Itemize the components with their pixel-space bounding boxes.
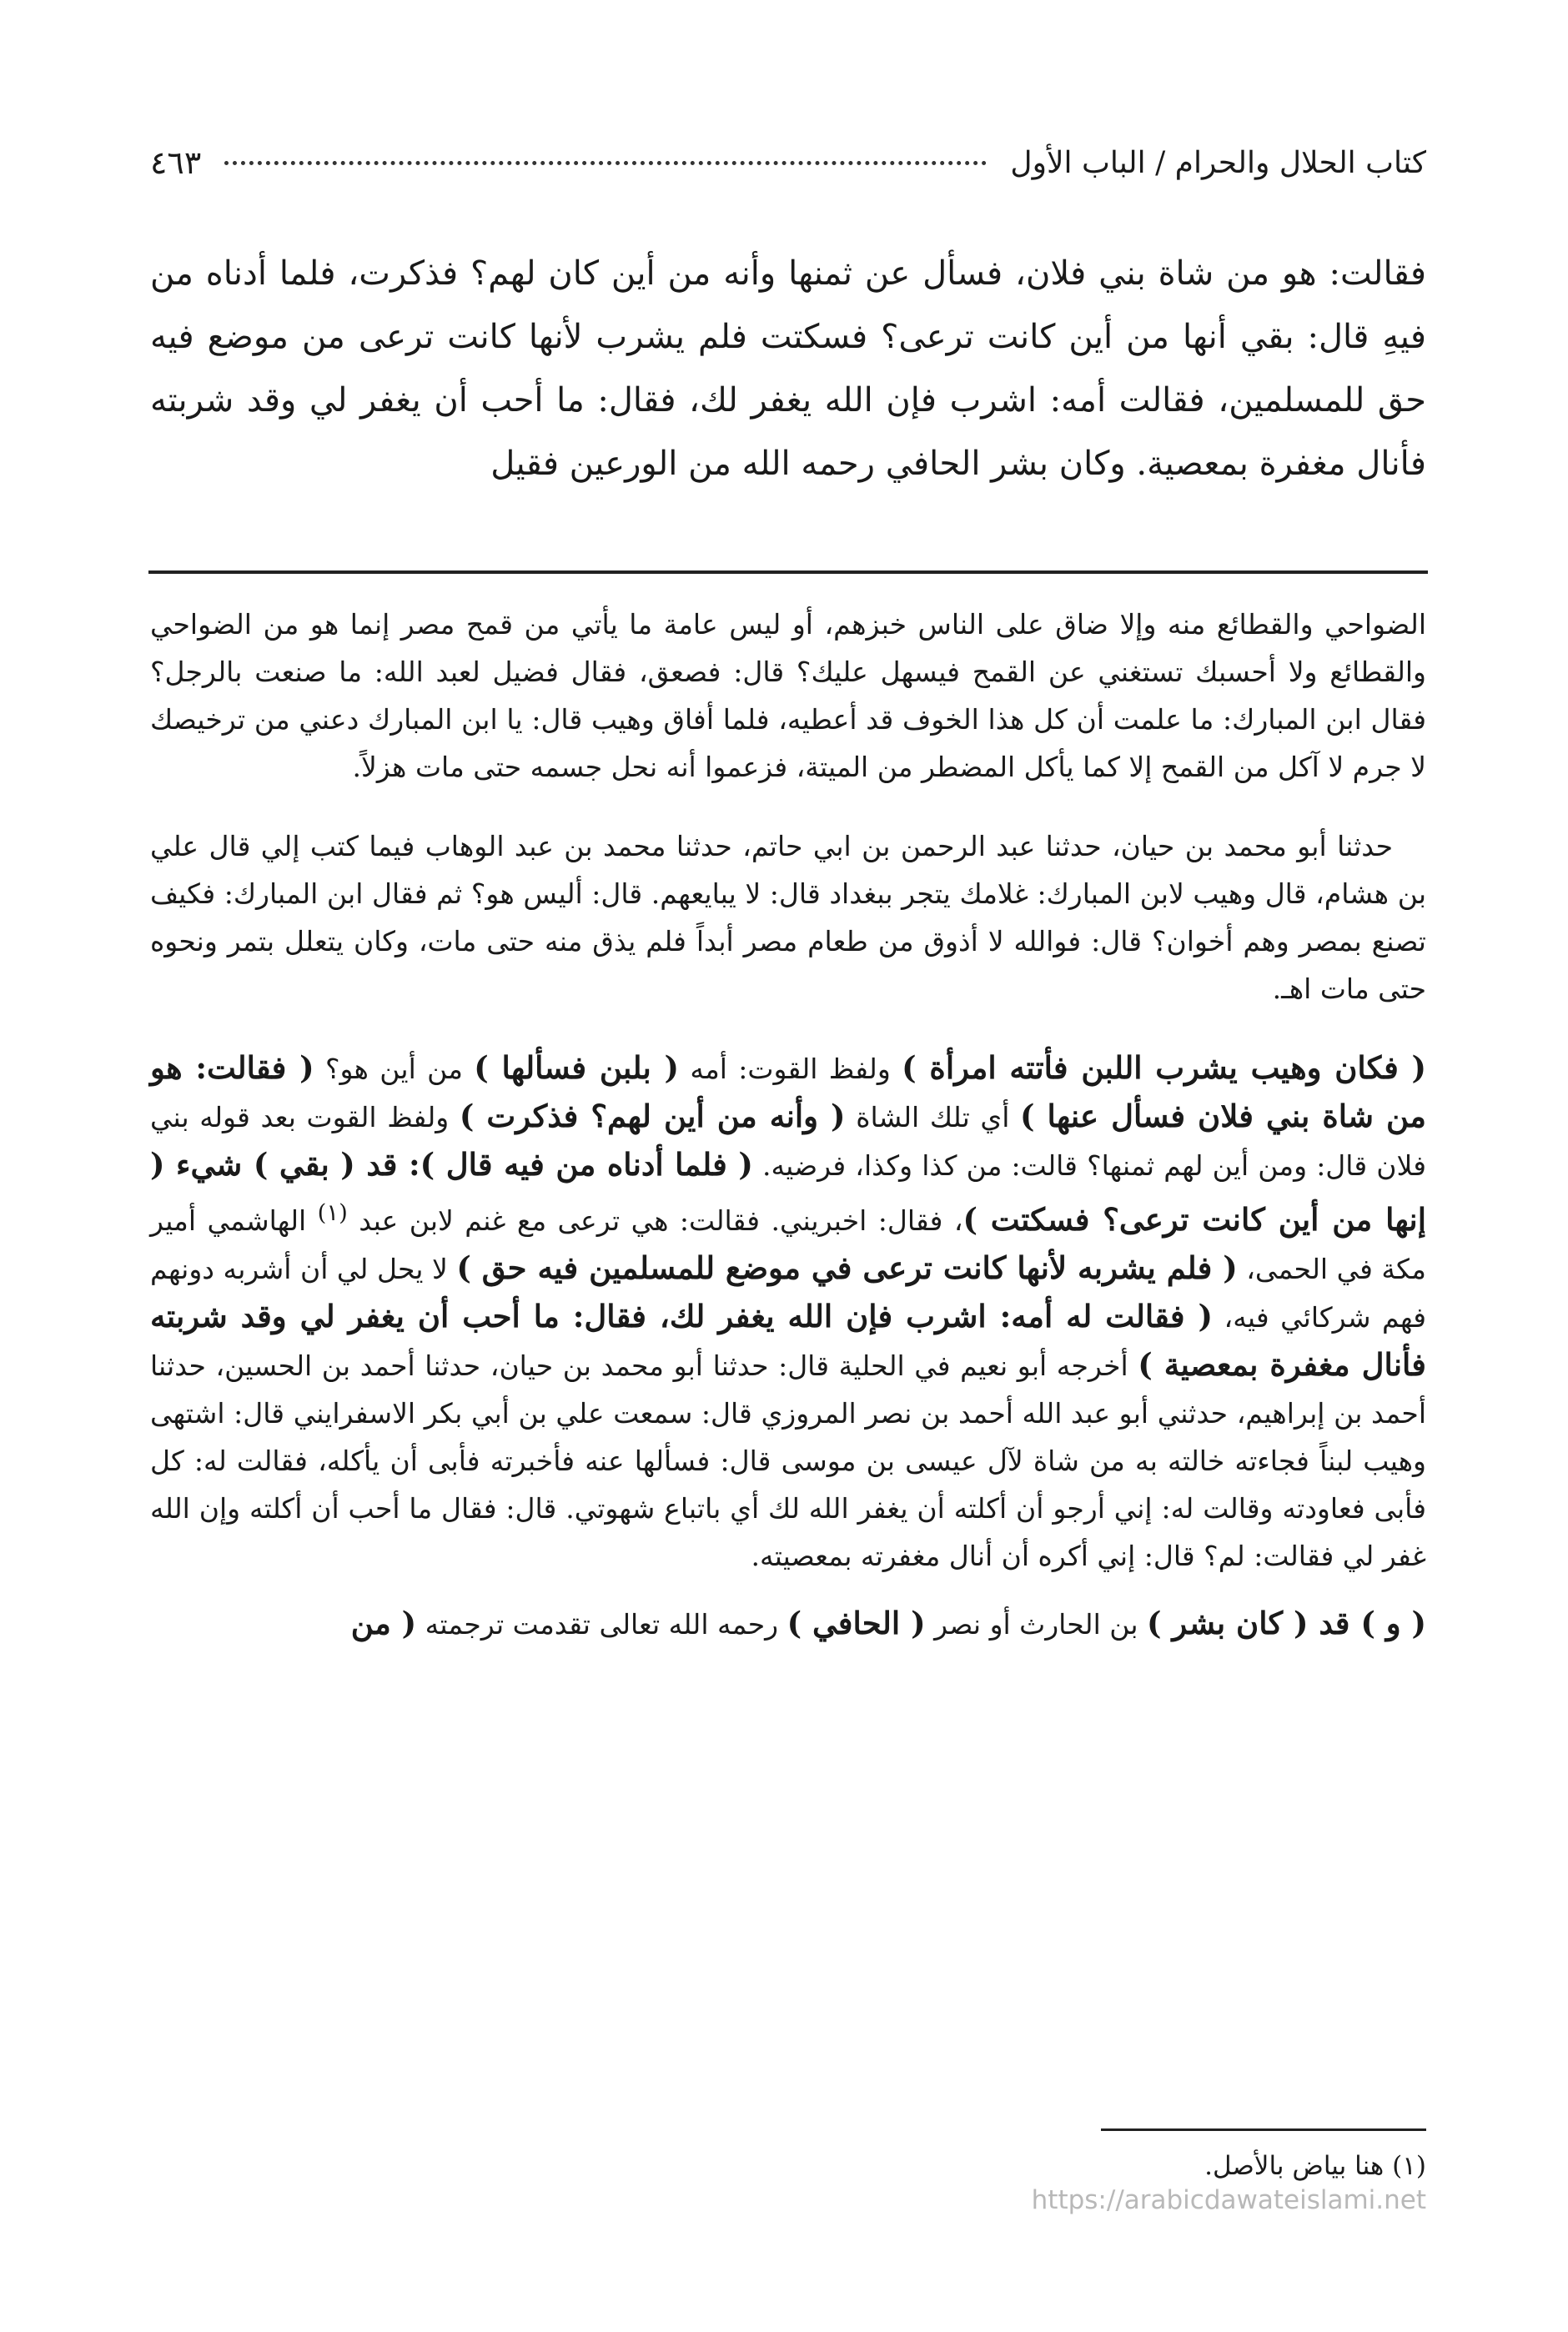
sharh-text: رحمه الله تعالى تقدمت ترجمته — [416, 1608, 787, 1641]
sharh-text: ولفظ القوت: أمه — [679, 1053, 902, 1085]
quoted-matn: ( من — [350, 1605, 417, 1641]
quoted-matn: ( وأنه من أين لهم؟ فذكرت ) — [459, 1098, 846, 1134]
quoted-matn: ( فقالت: هو من شاة بني فلان فسأل عنها ) — [150, 1049, 1426, 1134]
sharh-text: أخرجه أبو نعيم في الحلية قال: حدثنا أبو محمد بن حيان، حدثنا أحمد بن الحسين، حدثنا أحمد بن إبراهيم، حدثني أبو عبد الله أحمد بن نصر المروزي قال: سمعت علي بن أبي بكر الاسفرايني قال: اشتهى وهيب لبناً فجاءته خالته به من شاة لآل عيسى بن موسى قال: فسألها عنه فأخبرته فأبى أن يأكله، فقالت له: كل فأبى فعاودته وقالت له: إني أرجو أن أكلته أن يغفر الله لك أي باتباع شهوتي. قال: فقال ما أحب أن أكلته وإن الله غفر لي فقالت: لم؟ قال: إني أكره أن أنال مغفرته بمعصيته. — [150, 1349, 1426, 1572]
sharh-text: من أين هو؟ — [314, 1053, 475, 1085]
sharh-text: ولفظ القوت بعد قوله بني فلان قال: ومن أين لهم ثمنها؟ قالت: من كذا وكذا، فرضيه. — [150, 1101, 1426, 1182]
footnote-divider — [1101, 2128, 1426, 2131]
matn-text: فقالت: هو من شاة بني فلان، فسأل عن ثمنها وأنه من أين كان لهم؟ فذكرت، فلما أدناه من فيهِ قال: بقي أنها من أين كانت ترعى؟ فسكتت فلم يشرب لأنها كانت ترعى من موضع فيه حق للمسلمين، فقالت أمه: اشرب فإن الله يغفر لك، فقال: ما أحب أن يغفر لي وقد شربته فأنال مغفرة بمعصية. وكان بشر الحافي رحمه الله من الورعين فقيل — [150, 254, 1426, 483]
commentary-paragraph-2: حدثنا أبو محمد بن حيان، حدثنا عبد الرحمن بن ابي حاتم، حدثنا محمد بن عبد الوهاب فيما كتب إلي قال علي بن هشام، قال وهيب لابن المبارك: غلامك يتجر ببغداد قال: لا يبايعهم. قال: أليس هو؟ ثم فقال ابن المبارك: فكيف تصنع بمصر وهم أخوان؟ قال: فوالله لا أذوق من طعام مصر أبداً فلم يذق منه حتى مات، وكان يتعلل بتمر ونحوه حتى مات اهـ. — [150, 830, 1426, 1005]
section-divider — [148, 570, 1428, 574]
sharh-text: بن الحارث أو نصر — [925, 1608, 1148, 1641]
footnote: (١) هنا بياض بالأصل. — [1204, 2151, 1426, 2181]
running-title: كتاب الحلال والحرام / الباب الأول — [1010, 145, 1426, 180]
commentary-paragraph-1: الضواحي والقطائع منه وإلا ضاق على الناس خبزهم، أو ليس عامة ما يأتي من قمح مصر إنما هو من الضواحي والقطائع ولا أحسبك تستغني عن القمح فيسهل عليك؟ قال: فصعق، فقال فضيل لعبد الله: ما صنعت بالرجل؟ فقال ابن المبارك: ما علمت أن كل هذا الخوف قد أعطيه، فلما أفاق وهيب قال: يا ابن المبارك دعني من ترخيصك لا جرم لا آكل من القمح إلا كما يأكل المضطر من الميتة، فزعموا أنه نحل جسمه حتى مات هزلاً. — [150, 608, 1426, 783]
sharh-text: لا يحل لي أن أشربه دونهم فهم شركائي فيه، — [150, 1253, 1426, 1334]
quoted-matn: ( فلما أدناه من فيه قال ): قد ( بقي ) شيء ( إنها من أين كانت ترعى؟ فسكتت ) — [150, 1146, 1426, 1238]
page-number: ٤٦٣ — [150, 144, 202, 181]
sharh-text: أي تلك الشاة — [845, 1101, 1021, 1133]
footnote-reference[interactable]: (١) — [317, 1199, 348, 1226]
sharh-paragraph — [150, 1044, 1426, 1580]
quoted-matn: ( الحافي ) — [787, 1605, 926, 1641]
dotted-leader — [224, 161, 987, 165]
page-header — [150, 133, 1426, 192]
quoted-matn: ( فلم يشربه لأنها كانت ترعى في موضع للمسلمين فيه حق ) — [456, 1249, 1238, 1286]
quoted-matn: ( بلبن فسألها ) — [474, 1049, 680, 1086]
sharh-paragraph-last — [150, 1600, 1426, 1648]
sharh-text: ، فقال: اخبريني. فقالت: هي ترعى مع غنم لابن عبد — [347, 1204, 963, 1237]
source-watermark: https://arabicdawateislami.net — [1031, 2185, 1426, 2215]
commentary-section — [150, 601, 1426, 1668]
quoted-matn: ( و ) قد ( كان بشر ) — [1147, 1605, 1426, 1641]
quoted-matn: ( فقالت له أمه: اشرب فإن الله يغفر لك، فقال: ما أحب أن يغفر لي وقد شربته فأنال مغفرة بمعصية ) — [150, 1298, 1426, 1383]
sharh-text: الهاشمي أمير مكة في الحمى، — [150, 1204, 1426, 1285]
quoted-matn: ( فكان وهيب يشرب اللبن فأتته امرأة ) — [902, 1049, 1427, 1086]
